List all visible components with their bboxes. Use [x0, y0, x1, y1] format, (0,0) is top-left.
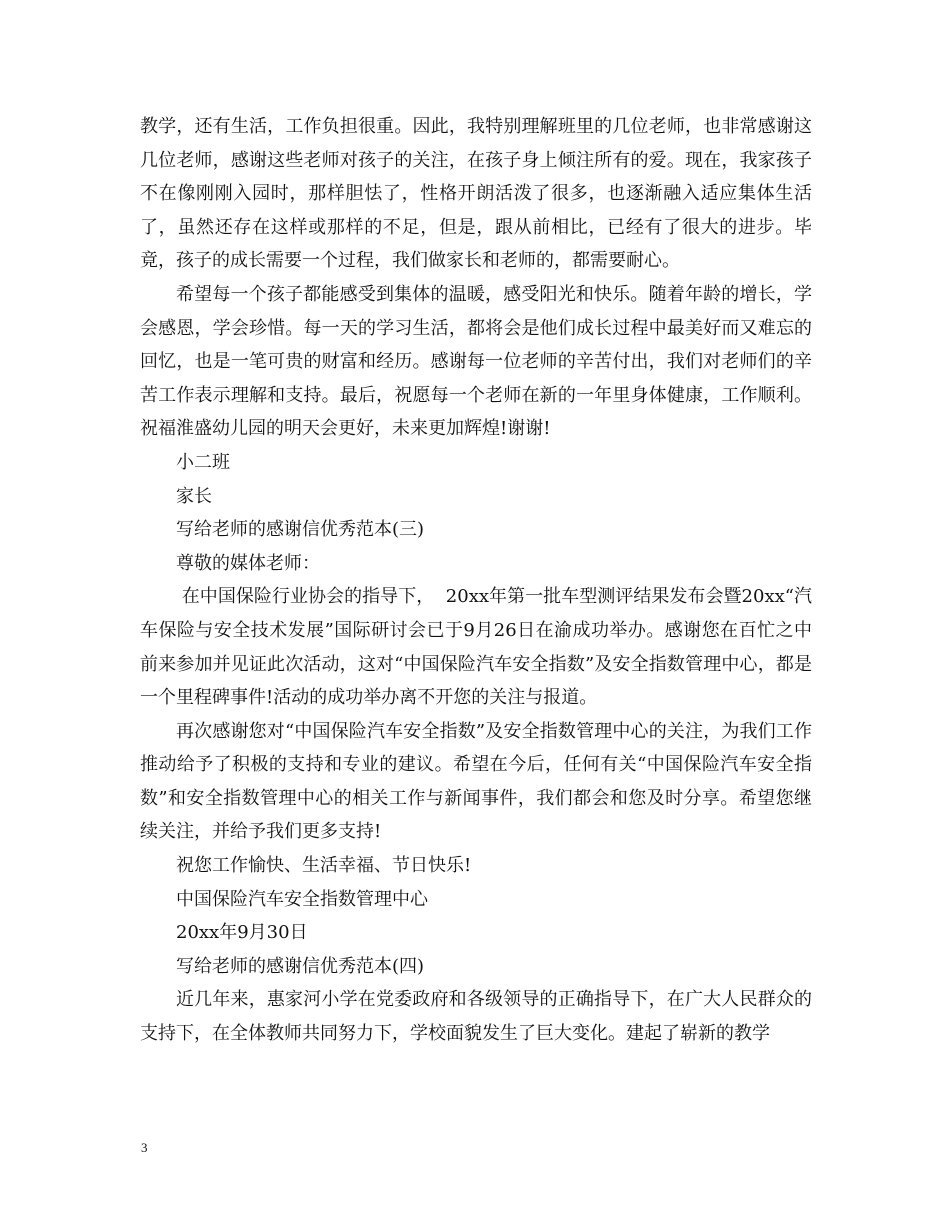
salutation: 尊敬的媒体老师：: [176, 552, 320, 574]
paragraph-2: 希望每一个孩子都能感受到集体的温暖，感受阳光和快乐。随着年龄的增长，学会感恩，学会珍惜。每一天的学习生活，都将会是他们成长过程中最美好而又难忘的回忆，也是一笔可贵的财富和经历。感谢每一位老师的辛苦付出，我们对老师们的辛苦工作表示理解和支持。最后，祝愿每一个老师在新的一年里身体健康，工作顺利。祝福淮盛幼儿园的明天会更好，未来更加辉煌!谢谢!: [140, 283, 812, 440]
page-number: 3: [141, 1140, 148, 1155]
paragraph-4: 再次感谢您对“中国保险汽车安全指数”及安全指数管理中心的关注，为我们工作推动给予了积极的支持和专业的建议。希望在今后，任何有关“中国保险汽车安全指数”和安全指数管理中心的相关工作与新闻事件，我们都会和您及时分享。希望您继续关注，并给予我们更多支持!: [140, 720, 812, 843]
closing-wish: 祝您工作愉快、生活幸福、节日快乐!: [176, 855, 472, 877]
class-name-line: 小二班: [176, 451, 230, 473]
signature-organization: 中国保险汽车安全指数管理中心: [176, 888, 428, 910]
paragraph-3: 在中国保险行业协会的指导下， 20xx年第一批车型测评结果发布会暨20xx“汽车保险与安全技术发展”国际研讨会已于9月26日在渝成功举办。感谢您在百忙之中前来参加并见证此次活动，这对“中国保险汽车安全指数”及安全指数管理中心，都是一个里程碑事件!活动的成功举办离不开您的关注与报道。: [140, 586, 812, 709]
signature-parent-line: 家长: [176, 485, 212, 507]
paragraph-5: 近几年来，惠家河小学在党委政府和各级领导的正确指导下，在广大人民群众的支持下，在全体教师共同努力下，学校面貌发生了巨大变化。建起了崭新的教学: [140, 989, 812, 1045]
section-title-3: 写给老师的感谢信优秀范本(三): [176, 519, 425, 541]
paragraph-1: 教学，还有生活，工作负担很重。因此，我特别理解班里的几位老师，也非常感谢这几位老师，感谢这些老师对孩子的关注，在孩子身上倾注所有的爱。现在，我家孩子不在像刚刚入园时，那样胆怯了，性格开朗活泼了很多，也逐渐融入适应集体生活了，虽然还存在这样或那样的不足，但是，跟从前相比，已经有了很大的进步。毕竟，孩子的成长需要一个过程，我们做家长和老师的，都需要耐心。: [140, 116, 812, 272]
section-title-4: 写给老师的感谢信优秀范本(四): [176, 955, 425, 977]
document-body: [140, 110, 812, 1051]
signature-date: 20xx年9月30日: [176, 922, 308, 944]
